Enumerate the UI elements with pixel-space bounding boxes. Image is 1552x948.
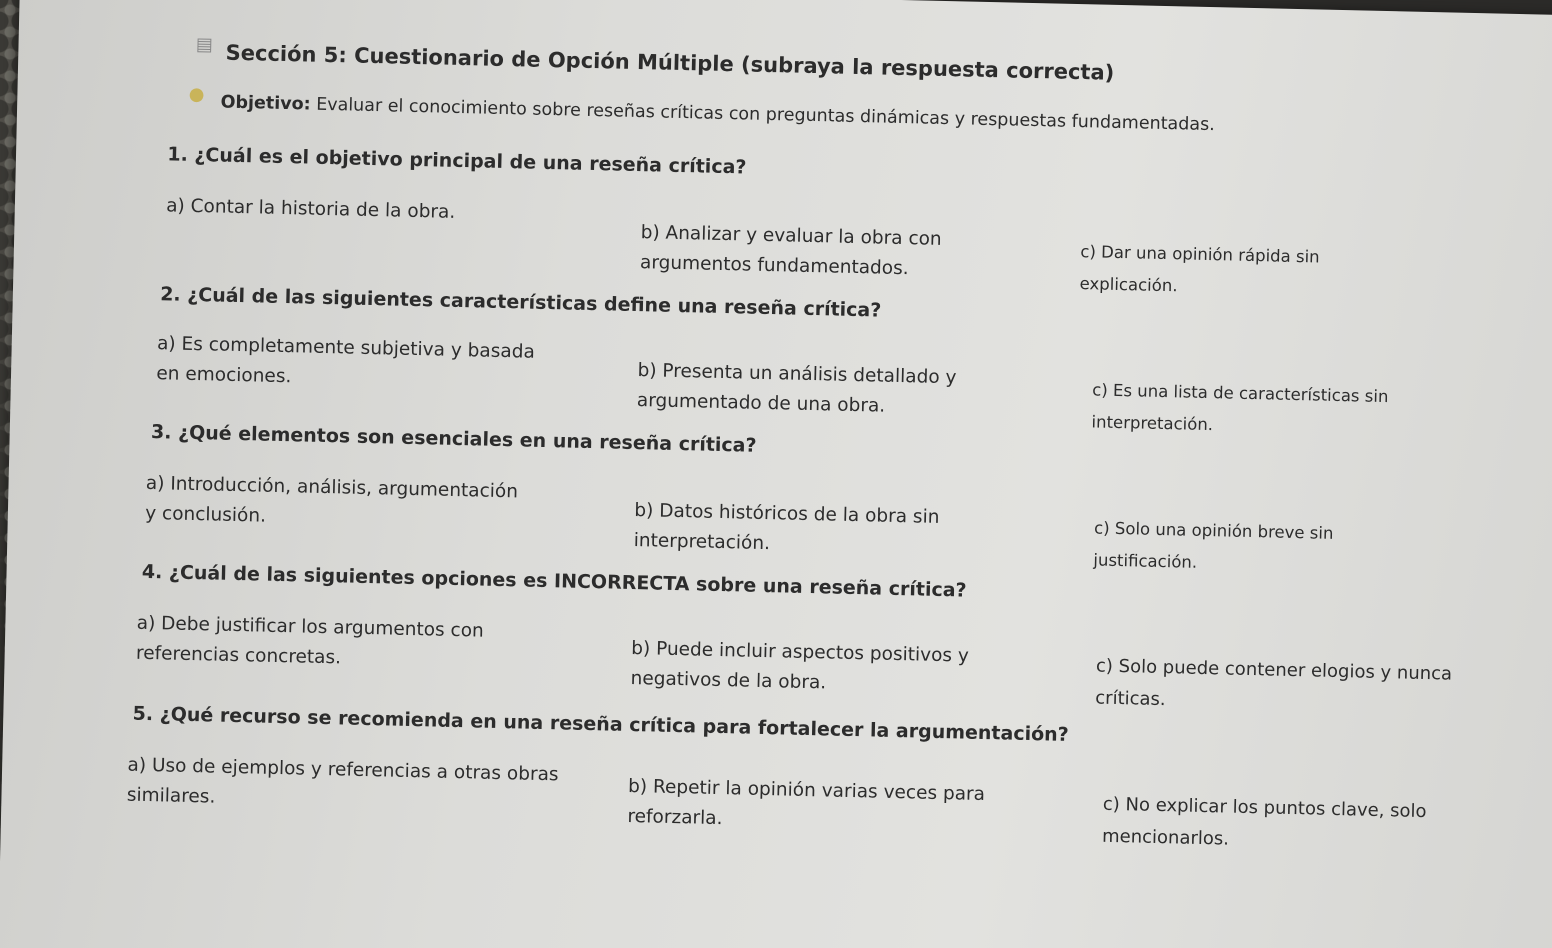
q4-option-a[interactable]: a) Debe justificar los argumentos con referencias concretas. — [135, 612, 485, 669]
q3-option-c[interactable]: c) Solo una opinión breve sin justificación. — [1093, 518, 1334, 572]
q4-option-c[interactable]: c) Solo puede contener elogios y nunca críticas. — [1095, 655, 1453, 711]
question-2: 2. ¿Cuál de las siguientes características define una reseña crítica? — [159, 283, 882, 322]
question-3: 3. ¿Qué elementos son esenciales en una reseña crítica? — [150, 421, 757, 457]
q1-option-c[interactable]: c) Dar una opinión rápida sin explicación. — [1079, 242, 1320, 296]
q3-option-b[interactable]: b) Datos históricos de la obra sin interpretación. — [633, 500, 940, 555]
q2-option-c[interactable]: c) Es una lista de características sin interpretación. — [1091, 380, 1389, 435]
q5-option-b[interactable]: b) Repetir la opinión varias veces para reforzarla. — [627, 775, 986, 830]
q2-option-b[interactable]: b) Presenta un análisis detallado y argumentado de una obra. — [636, 360, 957, 417]
q1-option-b[interactable]: b) Analizar y evaluar la obra con argumentos fundamentados. — [639, 222, 942, 280]
q2-option-a[interactable]: a) Es completamente subjetiva y basada en emociones. — [156, 333, 536, 388]
q5-option-a[interactable]: a) Uso de ejemplos y referencias a otras obras similares. — [126, 754, 559, 808]
lightbulb-icon: ● — [188, 83, 205, 106]
question-5: 5. ¿Qué recurso se recomienda en una reseña crítica para fortalecer la argumentación? — [132, 702, 1069, 746]
section-title: Sección 5: Cuestionario de Opción Múltiple (subraya la respuesta correcta) — [225, 40, 1115, 85]
document-icon: ▤ — [195, 33, 214, 56]
q1-option-a[interactable]: a) Contar la historia de la obra. — [165, 195, 456, 223]
objective-text: Evaluar el conocimiento sobre reseñas críticas con preguntas dinámicas y respuestas fundamentadas. — [310, 94, 1216, 136]
q5-option-c[interactable]: c) No explicar los puntos clave, solo mencionarlos. — [1101, 793, 1427, 850]
question-1: 1. ¿Cuál es el objetivo principal de una reseña crítica? — [167, 143, 747, 179]
question-4: 4. ¿Cuál de las siguientes opciones es INCORRECTA sobre una reseña crítica? — [141, 560, 967, 602]
q4-option-b[interactable]: b) Puede incluir aspectos positivos y negativos de la obra. — [630, 637, 970, 694]
q3-option-a[interactable]: a) Introducción, análisis, argumentación y conclusión. — [144, 472, 519, 527]
objective-label: Objetivo: — [220, 92, 311, 115]
